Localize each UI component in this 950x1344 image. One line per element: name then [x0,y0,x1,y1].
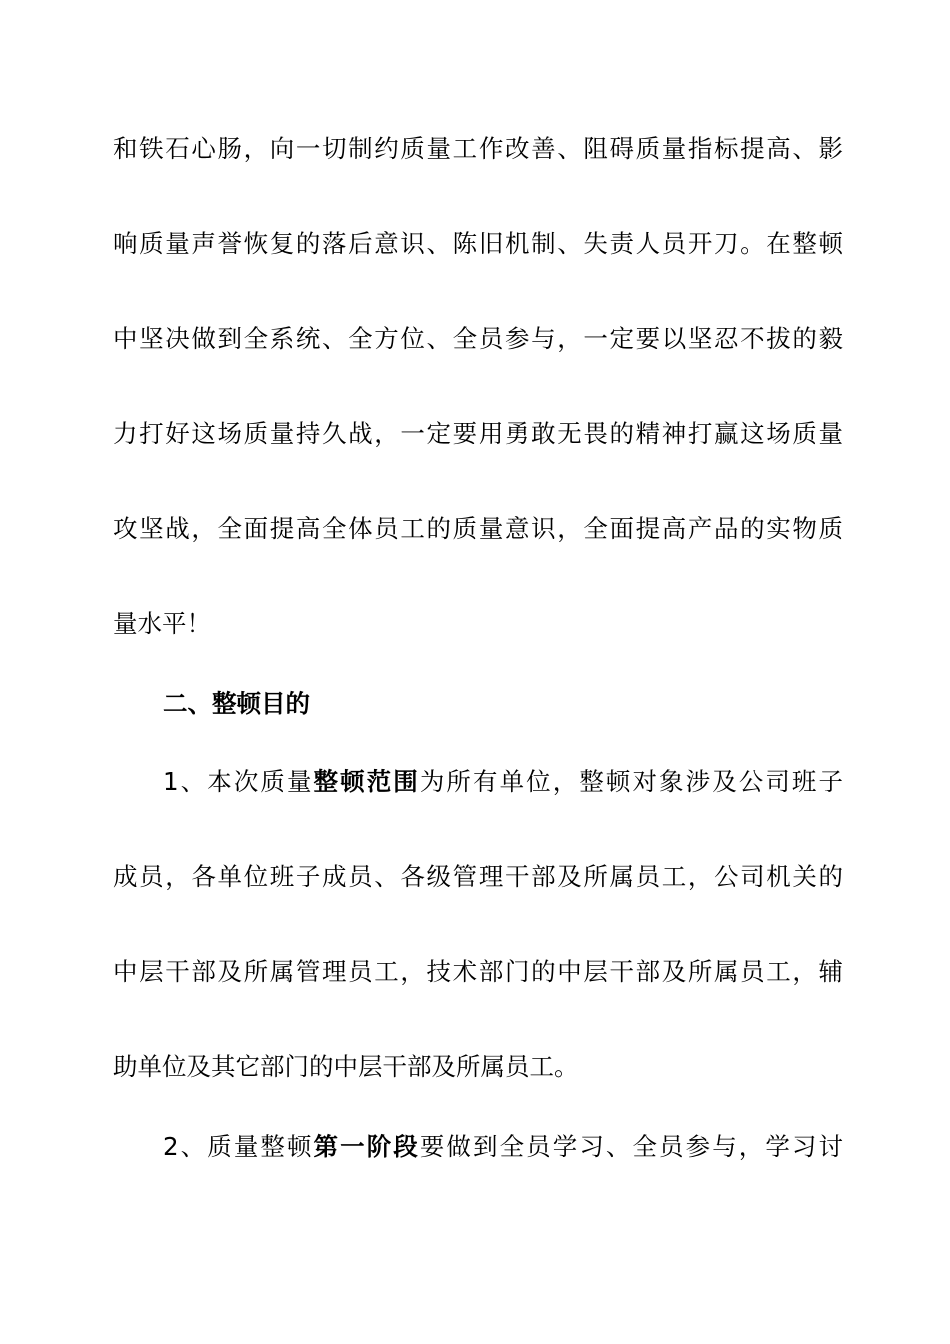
paragraph-line: 助单位及其它部门的中层干部及所属员工。 [113,1052,579,1081]
paragraph-line: 力打好这场质量持久战，一定要用勇敢无畏的精神打赢这场质量 [113,419,843,448]
item1-bold-term: 整顿范围 [313,767,420,796]
paragraph-line: 中层干部及所属管理员工，技术部门的中层干部及所属员工，辅 [113,957,843,986]
paragraph-line: 中坚决做到全系统、全方位、全员参与，一定要以坚忍不拔的毅 [113,324,843,353]
paragraph-line: 响质量声誉恢复的落后意识、陈旧机制、失责人员开刀。在整顿 [113,229,843,258]
item1-prefix: 1、本次质量 [163,767,314,796]
paragraph-line: 成员，各单位班子成员、各级管理干部及所属员工，公司机关的 [113,862,843,891]
item1-rest: 为所有单位，整顿对象涉及公司班子 [419,767,843,796]
paragraph-line: 量水平！ [113,609,211,638]
paragraph-line: 攻坚战，全面提高全体员工的质量意识，全面提高产品的实物质 [113,514,843,543]
item2-prefix: 2、质量整顿 [163,1132,314,1161]
item2-bold-term: 第一阶段 [313,1132,420,1161]
list-item-first-line [163,767,843,797]
paragraph-line: 和铁石心肠，向一切制约质量工作改善、阻碍质量指标提高、影 [113,134,843,163]
list-item-first-line [163,1132,843,1162]
item2-rest: 要做到全员学习、全员参与，学习讨 [419,1132,843,1161]
section-heading: 二、整顿目的 [163,689,310,718]
